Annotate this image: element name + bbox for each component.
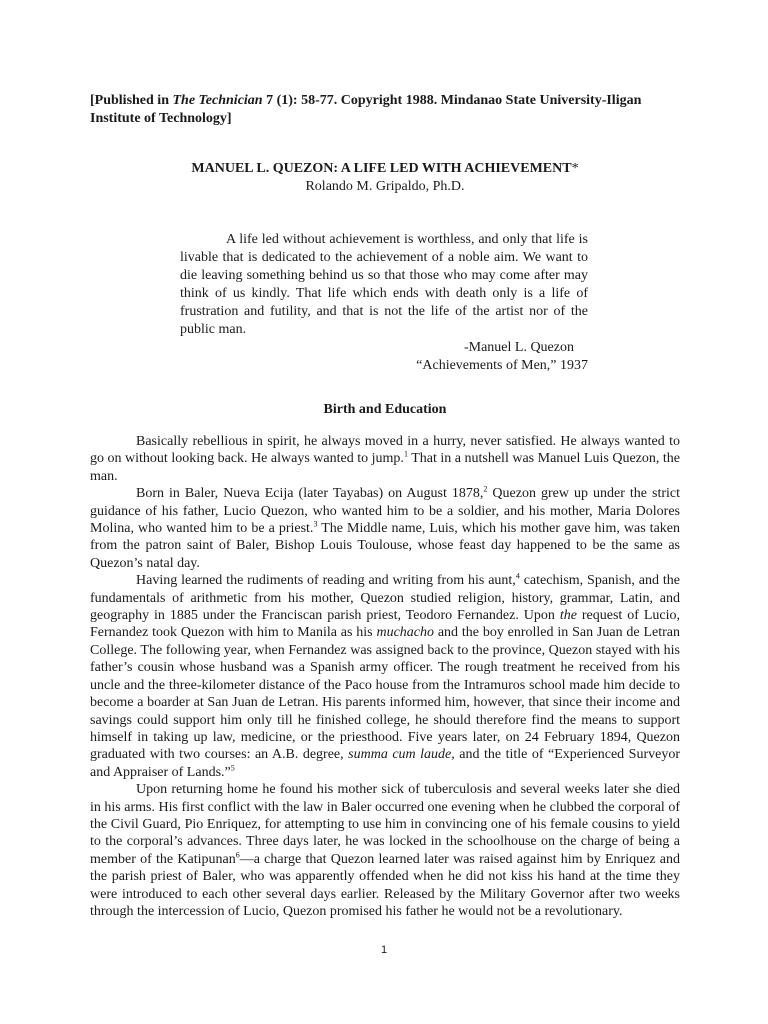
paragraph-3 <box>90 572 680 781</box>
italic-text: muchacho <box>376 625 434 641</box>
text-run: Having learned the rudiments of reading and writing from his aunt, <box>136 573 516 589</box>
body-text <box>90 433 680 920</box>
italic-text: the <box>559 608 577 624</box>
footnote-ref-4[interactable]: 4 <box>515 571 520 581</box>
text-run: and the boy enrolled in San Juan de Letran College. The following year, when Fernandez was assigned back to the province, Quezon stayed with his father’s cousin whose husband was a Spanish army officer. The rough treatment he received from his uncle and the three-kilometer distance of the Paco house from the Intramuros school made him decide to become a boarder at San Juan de Letran. His parents informed him, however, that since their income and savings could support him only till he finished college, he should therefore find the means to support himself in taking up law, medicine, or the priesthood. Five years later, on 24 February 1894, Quezon graduated with two courses: an A.B. degree, <box>90 625 680 763</box>
publication-suffix: 7 (1): 58-77. Copyright 1988. Mindanao State University-Iligan Institute of Technology] <box>90 93 642 126</box>
paragraph-2 <box>90 485 680 572</box>
epigraph <box>180 231 588 375</box>
article-title: MANUEL L. QUEZON: A LIFE LED WITH ACHIEVEMENT <box>191 161 572 176</box>
text-run: request of Lucio, Fernandez took Quezon with him to Manila as his <box>90 608 681 641</box>
footnote-ref-3[interactable]: 3 <box>313 519 318 529</box>
title-footnote-marker: * <box>571 161 579 176</box>
article-header <box>90 160 680 196</box>
paragraph-4 <box>90 781 680 920</box>
footnote-ref-6[interactable]: 6 <box>235 850 240 860</box>
article-author: Rolando M. Gripaldo, Ph.D. <box>305 179 465 194</box>
publication-note <box>90 92 680 128</box>
italic-text: summa cum laude <box>348 747 452 763</box>
text-run: Upon returning home he found his mother sick of tuberculosis and several weeks later she died in his arms. His first conflict with the law in Baler occurred one evening when he clubbed the corporal of the Civil Guard, Pio Enriquez, for attempting to use him in convincing one of his female cousins to yield to the corporal’s advances. Three days later, he was locked in the schoolhouse on the charge of being a member of the Katipunan <box>90 782 680 867</box>
epigraph-attribution: -Manuel L. Quezon <box>463 340 574 355</box>
text-run: Born in Baler, Nueva Ecija (later Tayabas) on August 1878, <box>136 486 484 502</box>
paragraph-1 <box>90 433 680 485</box>
section-heading: Birth and Education <box>323 402 447 417</box>
epigraph-text: A life led without achievement is worthless, and only that life is livable that is dedicated to the achievement of a noble aim. We want to die leaving something behind us so that those who may come after may think of us kindly. That life which ends with death only is a life of frustration and futility, and that is not the life of the artist nor of the public man. <box>180 232 588 337</box>
text-run: , and the title of “Experienced Surveyor and Appraiser of Lands.” <box>90 747 681 780</box>
text-run: Basically rebellious in spirit, he always moved in a hurry, never satisfied. He always wanted to go on without looking back. He always wanted to jump. <box>90 434 680 467</box>
text-run: Quezon grew up under the strict guidance of his father, Lucio Quezon, who wanted him to be a soldier, and his mother, Maria Dolores Molina, who wanted him to be a priest. <box>90 486 680 537</box>
footnote-ref-5[interactable]: 5 <box>230 763 235 773</box>
publication-prefix: [Published in <box>90 93 173 108</box>
epigraph-source: “Achievements of Men,” 1937 <box>416 358 588 373</box>
journal-name: The Technician <box>172 93 263 108</box>
page-number: 1 <box>380 944 388 956</box>
text-run: catechism, Spanish, and the fundamentals of arithmetic from his mother, Quezon studied religion, history, grammar, Latin, and geography in 1885 under the Franciscan parish priest, Teodoro Fernandez. Upon <box>90 573 680 624</box>
footnote-ref-2[interactable]: 2 <box>483 484 488 494</box>
text-run: That in a nutshell was Manuel Luis Quezon, the man. <box>90 451 680 484</box>
text-run: The Middle name, Luis, which his mother gave him, was taken from the patron saint of Baler, Bishop Louis Toulouse, whose feast day happened to be the same as Quezon’s natal day. <box>90 521 680 571</box>
footnote-ref-1[interactable]: 1 <box>403 449 408 459</box>
text-run: —a charge that Quezon learned later was raised against him by Enriquez and the parish priest of Baler, who was apparently offended when he did not kiss his hand at the time they were introduced to each other several days earlier. Released by the Military Governor after two weeks through the intercession of Lucio, Quezon promised his father he would not be a revolutionary. <box>90 851 680 919</box>
